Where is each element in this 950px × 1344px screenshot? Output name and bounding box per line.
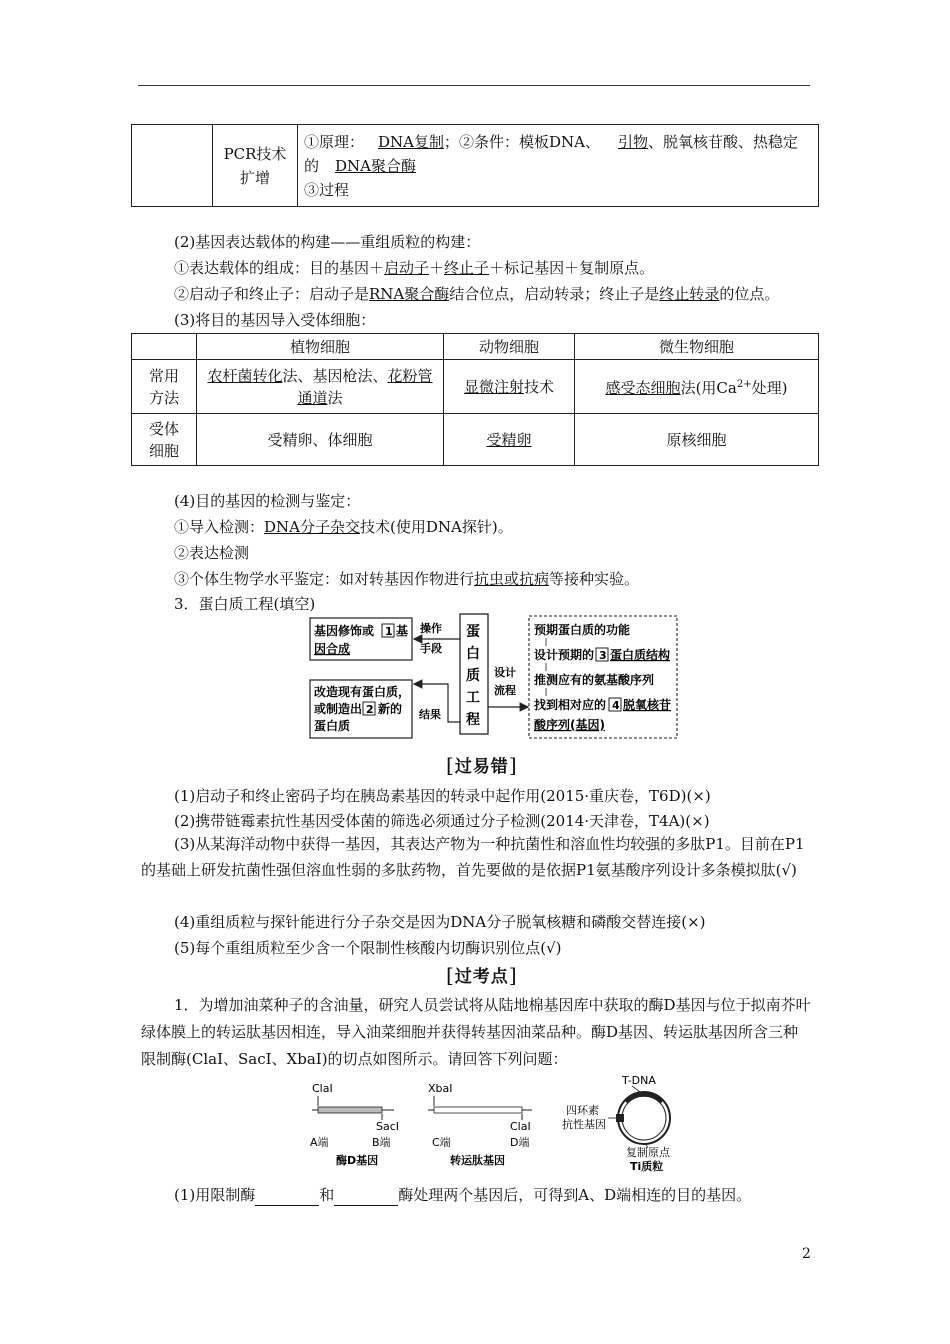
tet-label-1: 四环素 xyxy=(566,1104,599,1117)
text: 等接种实验。 xyxy=(549,570,640,588)
bracket-left-icon: [ xyxy=(446,753,455,777)
box1-line2: 因合成 xyxy=(314,642,351,656)
header-microbe: 微生物细胞 xyxy=(575,334,819,360)
pcr-label-cell xyxy=(213,125,298,207)
flow-step-3: 推测应有的氨基酸序列 xyxy=(534,673,655,687)
transit-gene-bar xyxy=(434,1107,522,1113)
text: ①表达载体的组成：目的基因＋ xyxy=(174,259,385,277)
error-item-4: (4)重组质粒与探针能进行分子杂交是因为DNA分子脱氧核糖和磷酸交替连接(×) xyxy=(174,913,706,931)
pcr-text: 的 xyxy=(304,156,320,175)
answer-terminator: 终止子 xyxy=(444,259,490,277)
b-end-label: B端 xyxy=(372,1136,391,1149)
gene-figure xyxy=(300,1070,700,1176)
cell-table xyxy=(131,333,819,466)
ti-plasmid-label: Ti质粒 xyxy=(630,1160,664,1173)
text: 结合位点，启动转录；终止子是 xyxy=(449,285,660,303)
answer-rna-polymerase: RNA聚合酶 xyxy=(369,285,450,303)
row-methods-label xyxy=(132,360,197,414)
pcr-text: 、脱氧核苷酸、热稳定 xyxy=(648,132,799,151)
tet-label-2: 抗性基因 xyxy=(562,1118,606,1131)
receptor-label: 受体细胞 xyxy=(148,419,179,460)
plant-receptor: 受精卵、体细胞 xyxy=(197,414,444,466)
answer-microinjection: 显微注射 xyxy=(463,377,524,396)
pcr-text: ①原理： xyxy=(304,132,365,151)
text: 法、基因枪法、 xyxy=(282,366,388,385)
header-animal: 动物细胞 xyxy=(444,334,575,360)
text: (1)用限制酶 xyxy=(174,1186,256,1204)
text: 技术(使用DNA探针)。 xyxy=(360,518,513,536)
question-1-sub-1 xyxy=(174,1185,751,1206)
answer-promoter: 启动子 xyxy=(384,259,430,277)
sec4-title: (4)目的基因的检测与鉴定： xyxy=(174,492,361,510)
animal-receptor xyxy=(444,414,575,466)
answer-hybridization: DNA分子杂交 xyxy=(264,518,360,536)
answer-competent-cell: 感受态细胞 xyxy=(605,379,681,397)
answer-blank-1[interactable] xyxy=(255,1185,319,1206)
answer-insect-resistance: 抗虫或抗病 xyxy=(474,570,550,588)
blank-number-4: 4 xyxy=(612,699,620,712)
cla-label-2: ClaⅠ xyxy=(510,1120,531,1133)
tdna-label: T-DNA xyxy=(622,1074,656,1087)
gene-d-label: 酶D基因 xyxy=(336,1154,379,1167)
banner-key-points-text: 过考点 xyxy=(454,967,509,987)
design-label-1: 设计 xyxy=(494,666,516,679)
center-char-5: 程 xyxy=(466,712,480,728)
sec4-line3 xyxy=(174,569,639,589)
center-char-2: 白 xyxy=(466,646,480,662)
error-item-3: (3)从某海洋动物中获得一基因，其表达产物为一种抗菌性和溶血性均较强的多肽P1。目前在P1的基础上研发抗菌性强但溶血性弱的多肽药物，首先要做的是依据P1氨基酸序列设计多条模拟肽(√) xyxy=(141,835,805,879)
text: 处理) xyxy=(751,379,788,397)
transit-gene-label: 转运肽基因 xyxy=(450,1154,505,1167)
a-end-label: A端 xyxy=(310,1136,329,1149)
ti-plasmid-inner-ring xyxy=(622,1096,666,1140)
pcr-answer-polymerase: DNA聚合酶 xyxy=(335,156,416,175)
tet-gene-mark xyxy=(616,1114,624,1122)
bracket-right-icon: ] xyxy=(508,753,518,777)
flow-step-2b: 蛋白质结构 xyxy=(610,648,671,662)
text: 法(用Ca xyxy=(680,379,737,397)
header-rule xyxy=(138,85,810,86)
banner-common-errors-text: 过易错 xyxy=(454,757,509,777)
box1-line1: 基因修饰或 xyxy=(314,624,375,638)
flow-step-5: 酸序列(基因) xyxy=(534,718,605,732)
flow-step-4b: 脱氧核苷 xyxy=(623,698,672,712)
c-end-label: C端 xyxy=(432,1136,451,1149)
design-label-2: 流程 xyxy=(494,684,516,697)
box2-line3: 蛋白质 xyxy=(314,719,351,733)
error-item-5: (5)每个重组质粒至少含一个限制性核酸内切酶识别位点(√) xyxy=(174,939,562,957)
banner-key-points xyxy=(446,962,518,987)
center-char-1: 蛋 xyxy=(466,624,480,640)
flow-step-4a: 找到相对应的 xyxy=(534,698,607,712)
pcr-answer-primer: 引物 xyxy=(618,132,649,151)
pcr-process: ③过程 xyxy=(304,180,350,199)
sec2-line2 xyxy=(174,284,779,304)
methods-label: 常用方法 xyxy=(148,366,179,407)
text: 和 xyxy=(319,1186,335,1204)
box2-new: 新的 xyxy=(378,702,403,716)
animal-methods xyxy=(444,360,575,414)
box2-line2: 或制造出 xyxy=(314,702,363,716)
center-char-3: 质 xyxy=(466,668,480,684)
pcr-content-cell xyxy=(298,125,819,207)
answer-fertilized-egg: 受精卵 xyxy=(486,430,532,449)
text: 法 xyxy=(327,388,343,407)
sec3-title: (3)将目的基因导入受体细胞： xyxy=(174,311,376,329)
text: ①导入检测： xyxy=(174,518,265,536)
operation-label-2: 手段 xyxy=(420,642,442,655)
microbe-methods xyxy=(575,360,819,414)
answer-blank-2[interactable] xyxy=(334,1185,398,1206)
text: ＋ xyxy=(429,259,445,277)
flow-step-2a: 设计预期的 xyxy=(534,648,595,662)
text: 酶处理两个基因后，可得到A、D端相连的目的基因。 xyxy=(398,1186,752,1204)
answer-stop-transcription: 终止转录 xyxy=(659,285,720,303)
box2-line1: 改造现有蛋白质， xyxy=(314,685,411,699)
answer-pollen-tube: 花粉管通道 xyxy=(297,366,433,407)
superscript: 2+ xyxy=(736,379,752,390)
question-1-text: 1．为增加油菜种子的含油量，研究人员尝试将从陆地棉基因库中获取的酶D基因与位于拟南芥叶绿体膜上的转运肽基因相连，导入油菜细胞并获得转基因油菜品种。酶D基因、转运肽基因所含三种限制酶(ClaⅠ、SacⅠ、XbaⅠ)的切点如图所示。请回答下列问题： xyxy=(141,996,811,1068)
pcr-text: ；②条件：模板DNA、 xyxy=(444,132,600,151)
blank-number-3: 3 xyxy=(599,649,607,662)
header-plant: 植物细胞 xyxy=(197,334,444,360)
sec2-line1 xyxy=(174,258,654,278)
blank-number-1: 1 xyxy=(385,625,393,638)
sec4-line1 xyxy=(174,517,513,537)
microbe-receptor: 原核细胞 xyxy=(575,414,819,466)
center-char-4: 工 xyxy=(466,690,480,706)
error-item-1: (1)启动子和终止密码子均在胰岛素基因的转录中起作用(2015·重庆卷，T6D)(×) xyxy=(174,787,711,805)
sec2-title: (2)基因表达载体的构建——重组质粒的构建： xyxy=(174,233,481,251)
tdna-segment xyxy=(626,1095,662,1102)
plant-methods xyxy=(197,360,444,414)
error-item-2: (2)携带链霉素抗性基因受体菌的筛选必须通过分子检测(2014·天津卷，T4A)(×) xyxy=(174,812,710,830)
sec4-line2: ②表达检测 xyxy=(174,544,250,562)
d-end-label: D端 xyxy=(510,1136,530,1149)
text: 的位点。 xyxy=(719,285,780,303)
protein-engineering-title: 3．蛋白质工程(填空) xyxy=(174,595,316,613)
operation-label-1: 操作 xyxy=(420,622,442,635)
bracket-left-icon: [ xyxy=(446,963,455,987)
bracket-right-icon: ] xyxy=(508,963,518,987)
banner-common-errors xyxy=(446,752,518,777)
flow-step-1: 预期蛋白质的功能 xyxy=(534,623,631,637)
pcr-table xyxy=(131,124,819,207)
pcr-empty-cell xyxy=(132,125,213,207)
gene-d-bar xyxy=(318,1107,382,1113)
ori-label: 复制原点 xyxy=(626,1146,670,1159)
pcr-answer-dna-replication: DNA复制 xyxy=(378,132,444,151)
text: ②启动子和终止子：启动子是 xyxy=(174,285,370,303)
answer-agrobacterium: 农杆菌转化 xyxy=(207,366,283,385)
sac-label: SacⅠ xyxy=(376,1120,400,1133)
row-receptor-label xyxy=(132,414,197,466)
protein-engineering-diagram xyxy=(300,612,690,744)
blank-number-2: 2 xyxy=(366,703,374,716)
text: ③个体生物学水平鉴定：如对转基因作物进行 xyxy=(174,570,475,588)
result-label: 结果 xyxy=(419,708,441,721)
text: ＋标记基因＋复制原点。 xyxy=(489,259,655,277)
cla-label-1: ClaⅠ xyxy=(312,1082,333,1095)
box1-gene: 基 xyxy=(396,624,409,638)
cell-table-corner xyxy=(132,334,197,360)
xba-label: XbaⅠ xyxy=(428,1082,453,1095)
page-number: 2 xyxy=(802,1246,811,1262)
pcr-label: PCR技术扩增 xyxy=(223,144,287,187)
text: 技术 xyxy=(524,377,555,396)
